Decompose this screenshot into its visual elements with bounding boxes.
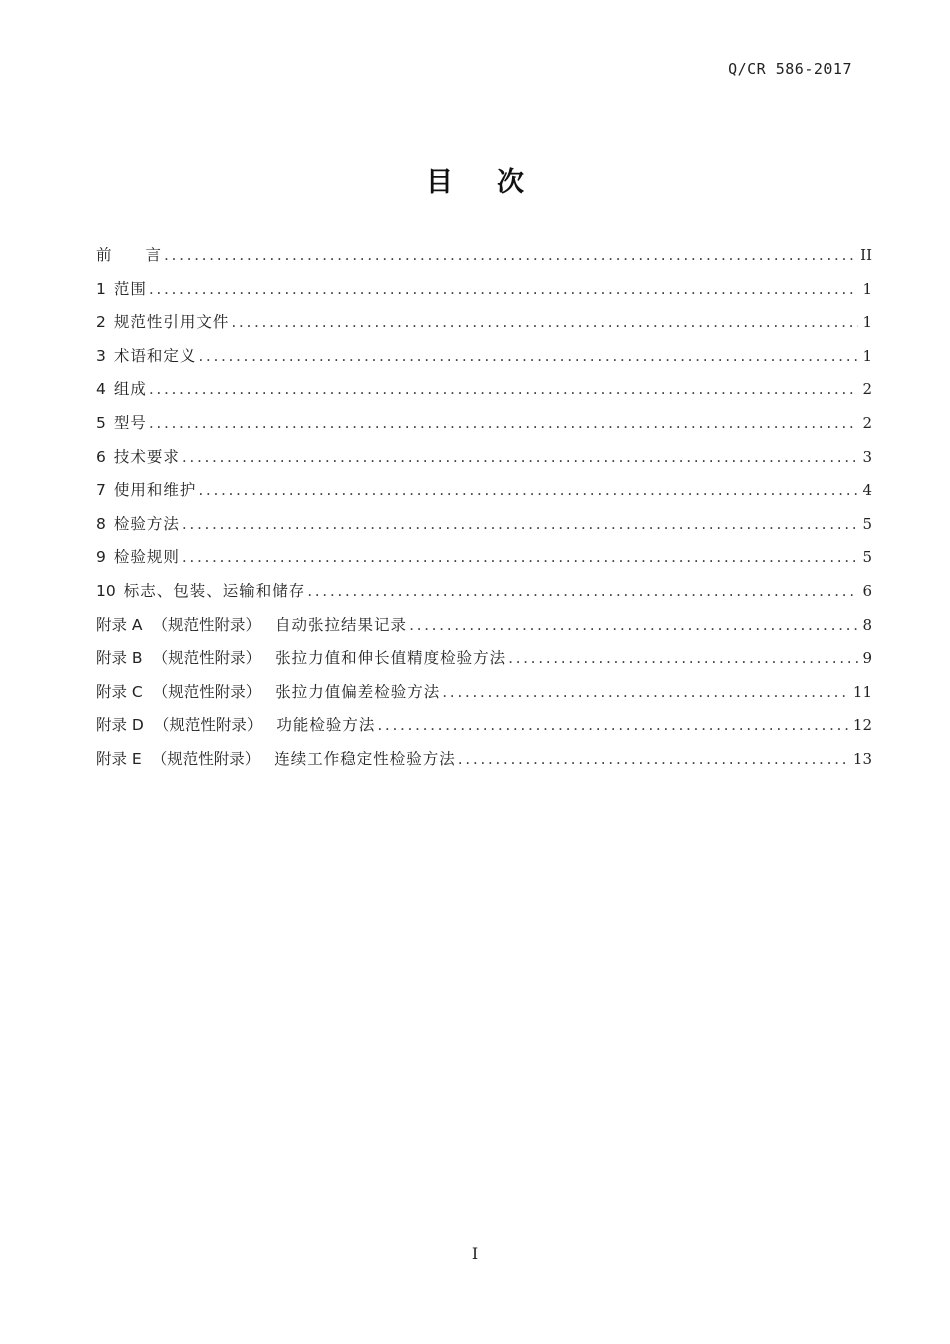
toc-appendix-c[interactable] bbox=[96, 680, 872, 714]
toc-entry-label: 范围 bbox=[113, 279, 147, 298]
toc-entry-page: 2 bbox=[862, 380, 872, 399]
toc-entry-3[interactable] bbox=[96, 344, 872, 378]
toc-leader-dots bbox=[182, 548, 858, 566]
toc-entry-page: 2 bbox=[862, 413, 872, 432]
toc-leader-dots bbox=[231, 313, 858, 331]
toc-entry-page: 5 bbox=[862, 514, 872, 533]
appendix-page: 12 bbox=[852, 716, 872, 735]
toc-entry-6[interactable] bbox=[96, 445, 872, 479]
appendix-page: 11 bbox=[852, 682, 872, 701]
toc-leader-dots bbox=[149, 414, 858, 432]
toc-entry-label: 前 言 bbox=[96, 246, 163, 264]
appendix-type: （规范性附录） bbox=[152, 682, 262, 701]
toc-leader-dots bbox=[307, 582, 858, 600]
toc-leader-dots bbox=[198, 347, 858, 365]
toc-entry-number: 3 bbox=[96, 346, 106, 365]
appendix-label: 连续工作稳定性检验方法 bbox=[274, 749, 456, 768]
appendix-page: 8 bbox=[862, 615, 872, 634]
appendix-label: 功能检验方法 bbox=[276, 716, 376, 735]
toc-list bbox=[96, 243, 872, 781]
toc-entry-page: 1 bbox=[862, 279, 872, 298]
toc-entry-label: 检验规则 bbox=[113, 548, 180, 567]
toc-leader-dots bbox=[182, 448, 858, 466]
toc-title-char-2: 次 bbox=[497, 167, 524, 198]
toc-entry-number: 2 bbox=[96, 313, 106, 332]
toc-entry-number: 6 bbox=[96, 447, 106, 466]
toc-entry-label: 型号 bbox=[113, 413, 147, 432]
toc-entry-page: 1 bbox=[862, 346, 872, 365]
appendix-type: （规范性附录） bbox=[152, 649, 262, 668]
appendix-page: 13 bbox=[852, 749, 872, 768]
toc-entry-number: 4 bbox=[96, 380, 106, 399]
toc-entry-10[interactable] bbox=[96, 579, 872, 613]
page-number: I bbox=[471, 1244, 479, 1263]
toc-leader-dots bbox=[164, 246, 856, 264]
appendix-label: 张拉力值偏差检验方法 bbox=[275, 682, 441, 701]
toc-entry-number: 5 bbox=[96, 413, 106, 432]
toc-entry-7[interactable] bbox=[96, 478, 872, 512]
toc-leader-dots bbox=[149, 380, 858, 398]
appendix-label: 张拉力值和伸长值精度检验方法 bbox=[275, 649, 507, 668]
toc-entry-number: 1 bbox=[96, 279, 106, 298]
toc-entry-number: 9 bbox=[96, 548, 106, 567]
toc-title bbox=[0, 160, 950, 199]
toc-entry-label: 技术要求 bbox=[113, 447, 180, 466]
toc-leader-dots bbox=[377, 716, 849, 734]
toc-leader-dots bbox=[442, 683, 849, 701]
toc-entry-label: 组成 bbox=[113, 380, 147, 399]
appendix-prefix: 附录 E bbox=[96, 749, 142, 768]
toc-title-char-1: 目 bbox=[426, 167, 453, 198]
appendix-prefix: 附录 C bbox=[96, 682, 143, 701]
appendix-label: 自动张拉结果记录 bbox=[275, 615, 408, 634]
appendix-page: 9 bbox=[862, 649, 872, 668]
appendix-prefix: 附录 B bbox=[96, 649, 143, 668]
appendix-prefix: 附录 D bbox=[96, 716, 144, 735]
toc-entry-page: 6 bbox=[862, 581, 872, 600]
toc-leader-dots bbox=[149, 280, 858, 298]
appendix-type: （规范性附录） bbox=[153, 716, 263, 735]
document-code: Q/CR 586-2017 bbox=[728, 60, 852, 78]
toc-leader-dots bbox=[198, 481, 858, 499]
toc-entry-label: 使用和维护 bbox=[113, 481, 197, 500]
toc-entry-number: 10 bbox=[96, 581, 116, 600]
toc-leader-dots bbox=[458, 750, 849, 768]
toc-entry-label: 术语和定义 bbox=[113, 346, 197, 365]
toc-leader-dots bbox=[182, 515, 858, 533]
toc-leader-dots bbox=[409, 616, 858, 634]
toc-entry-foreword[interactable] bbox=[96, 243, 872, 277]
toc-appendix-e[interactable] bbox=[96, 747, 872, 781]
toc-entry-4[interactable] bbox=[96, 377, 872, 411]
toc-entry-label: 检验方法 bbox=[113, 514, 180, 533]
toc-entry-number: 8 bbox=[96, 514, 106, 533]
toc-entry-page: 1 bbox=[862, 313, 872, 332]
toc-entry-2[interactable] bbox=[96, 310, 872, 344]
toc-entry-label: 规范性引用文件 bbox=[113, 313, 230, 332]
toc-leader-dots bbox=[508, 649, 858, 667]
toc-appendix-a[interactable] bbox=[96, 613, 872, 647]
toc-entry-page: 4 bbox=[862, 481, 872, 500]
appendix-type: （规范性附录） bbox=[152, 615, 262, 634]
toc-entry-page: II bbox=[860, 246, 872, 264]
toc-appendix-b[interactable] bbox=[96, 646, 872, 680]
appendix-prefix: 附录 A bbox=[96, 615, 143, 634]
toc-entry-page: 5 bbox=[862, 548, 872, 567]
toc-entry-1[interactable] bbox=[96, 277, 872, 311]
toc-entry-page: 3 bbox=[862, 447, 872, 466]
toc-entry-label: 标志、包装、运输和储存 bbox=[123, 581, 306, 600]
toc-entry-number: 7 bbox=[96, 481, 106, 500]
toc-entry-9[interactable] bbox=[96, 545, 872, 579]
toc-entry-8[interactable] bbox=[96, 512, 872, 546]
toc-appendix-d[interactable] bbox=[96, 713, 872, 747]
toc-entry-5[interactable] bbox=[96, 411, 872, 445]
appendix-type: （规范性附录） bbox=[151, 749, 261, 768]
